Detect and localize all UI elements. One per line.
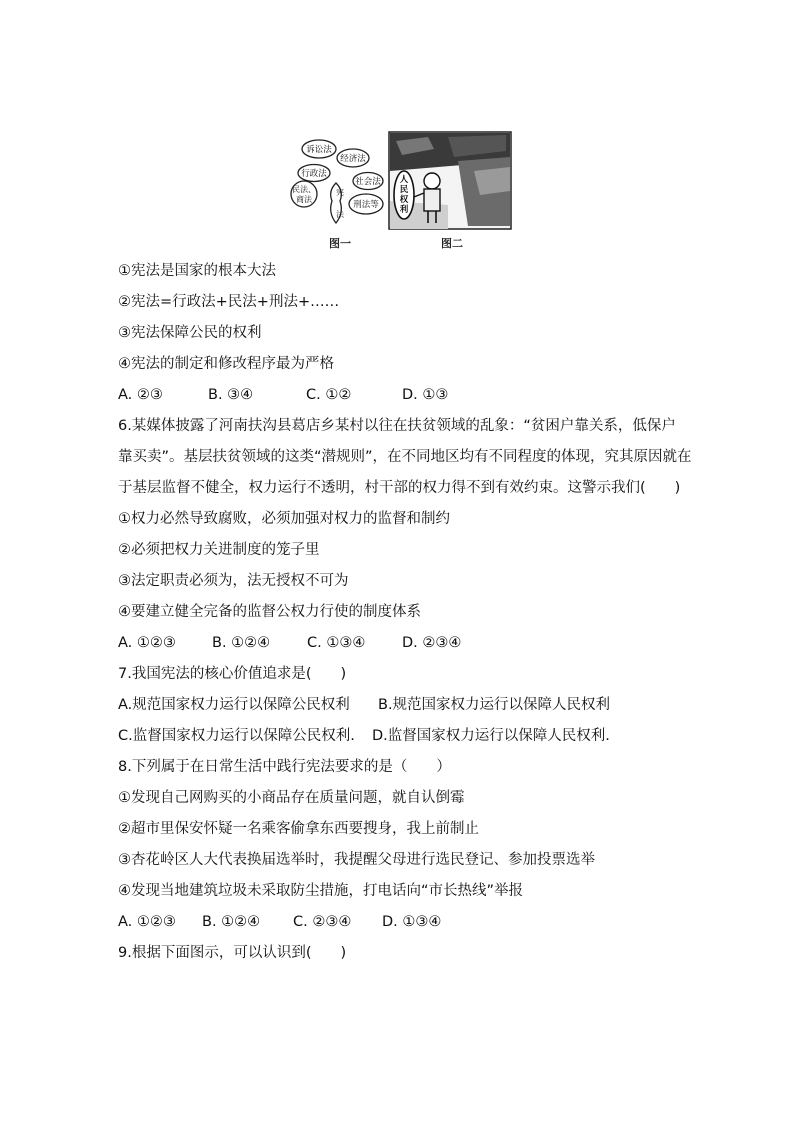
q5-item-2: ②宪法=行政法+民法+刑法+……	[118, 294, 340, 310]
q8-item-2: ②超市里保安怀疑一名乘客偷拿东西要搜身，我上前制止	[118, 821, 479, 837]
rights-sign-char-3: 权	[399, 195, 409, 205]
figure-two-rights-illustration	[388, 131, 512, 231]
constitution-label-bottom: 法	[336, 210, 344, 219]
bubble-admin-law-text: 行政法	[301, 169, 327, 179]
q6-item-4: ④要建立健全完备的监督公权力行使的制度体系	[118, 604, 421, 620]
q7-option-a: A.规范国家权力运行以保障公民权利	[118, 697, 350, 713]
rights-sign-char-1: 人	[399, 175, 409, 185]
q5-options	[118, 386, 448, 404]
q8-item-4: ④发现当地建筑垃圾未采取防尘措施，打电话向“市长热线”举报	[118, 883, 524, 899]
q9-stem: 9.根据下面图示，可以认识到( )	[118, 945, 347, 961]
figure-one-laws-diagram	[286, 131, 386, 231]
q7-options-row-2	[118, 727, 610, 745]
q5-item-4: ④宪法的制定和修改程序最为严格	[118, 356, 334, 372]
q6-stem-line-1: 6.某媒体披露了河南扶沟县葛店乡某村以往在扶贫领域的乱象：“贫困户靠关系，低保户	[118, 418, 676, 434]
figure-two-caption: 图二	[441, 237, 463, 250]
bubble-commercial-law-text: 商法	[296, 195, 312, 204]
q8-option-c: C. ②③④	[293, 914, 352, 930]
q5-option-c: C. ①②	[306, 387, 352, 403]
bubble-social-law-text: 社会法	[355, 177, 381, 187]
q6-option-a: A. ①②③	[118, 635, 176, 651]
q5-option-d: D. ①③	[402, 387, 449, 403]
q6-option-c: C. ①③④	[307, 635, 366, 651]
q5-option-b: B. ③④	[208, 387, 254, 403]
q8-option-a: A. ①②③	[118, 914, 176, 930]
q8-options	[118, 913, 441, 931]
person-body	[424, 189, 440, 211]
q8-item-1: ①发现自己网购买的小商品存在质量问题，就自认倒霉	[118, 790, 465, 806]
person-head	[424, 173, 440, 189]
q6-option-d: D. ②③④	[402, 635, 462, 651]
constitution-label-top: 宪	[336, 188, 344, 197]
bubble-criminal-law-text: 刑法等	[353, 200, 379, 210]
q7-option-c: C.监督国家权力运行以保障公民权利.	[118, 728, 355, 744]
bubble-economic-law-text: 经济法	[340, 154, 366, 164]
bubble-procedure-law-text: 诉讼法	[306, 145, 332, 155]
q6-item-3: ③法定职责必须为，法无授权不可为	[118, 573, 349, 589]
q6-item-1: ①权力必然导致腐败，必须加强对权力的监督和制约	[118, 511, 450, 527]
q7-options-row-1	[118, 696, 610, 714]
q5-item-1: ①宪法是国家的根本大法	[118, 263, 276, 279]
figure-one-caption: 图一	[329, 237, 351, 250]
q6-stem-line-3: 于基层监督不健全，权力运行不透明，村干部的权力得不到有效约束。这警示我们( )	[118, 480, 681, 496]
q8-stem: 8.下列属于在日常生活中践行宪法要求的是（ ）	[118, 759, 451, 775]
q8-option-d: D. ①③④	[382, 914, 442, 930]
q6-stem-line-2: 靠买卖”。基层扶贫领域的这类“潜规则”，在不同地区均有不同程度的体现，究其原因就在	[118, 449, 692, 465]
q5-option-a: A. ②③	[118, 387, 163, 403]
q6-options	[118, 634, 461, 652]
rights-sign-char-2: 民	[399, 185, 409, 195]
q6-item-2: ②必须把权力关进制度的笼子里	[118, 542, 320, 558]
q6-option-b: B. ①②④	[212, 635, 271, 651]
q7-stem: 7.我国宪法的核心价值追求是( )	[118, 666, 347, 682]
bubble-civil-law-text: 民法、	[292, 185, 316, 194]
q7-option-b: B.规范国家权力运行以保障人民权利	[378, 697, 611, 713]
q8-item-3: ③杏花岭区人大代表换届选举时，我提醒父母进行选民登记、参加投票选举	[118, 852, 595, 868]
rights-sign-char-4: 利	[399, 205, 409, 215]
q8-option-b: B. ①②④	[202, 914, 261, 930]
q5-item-3: ③宪法保障公民的权利	[118, 325, 262, 341]
q7-option-d: D.监督国家权力运行以保障人民权利.	[372, 728, 610, 744]
